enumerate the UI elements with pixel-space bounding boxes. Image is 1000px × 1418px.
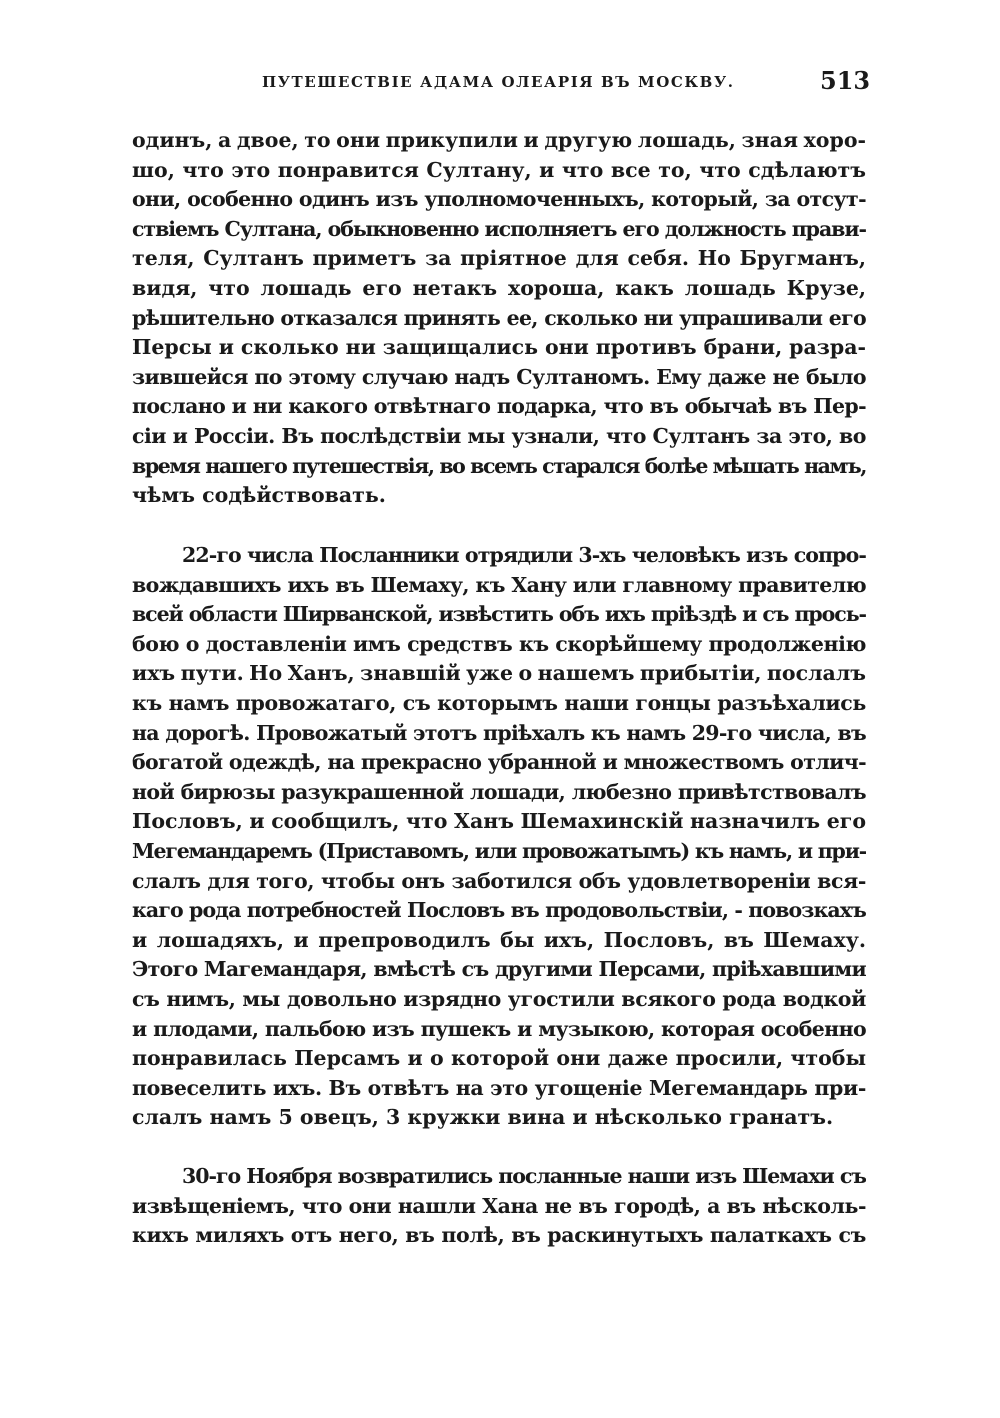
text-line: бою о доставленіи имъ средствъ къ скорѣйшему продолженію: [132, 631, 866, 656]
text-line: всей области Ширванской, извѣстить объ ихъ пріѣздѣ и съ прось-: [132, 602, 866, 627]
text-line: каго рода потребностей Пословъ въ продовольствіи, - повозкахъ: [132, 898, 866, 923]
text-line: и плодами, пальбою изъ пушекъ и музыкою, которая особенно: [132, 1016, 866, 1041]
text-line: вождавшихъ ихъ въ Шемаху, къ Хану или главному правителю: [132, 572, 866, 597]
text-line: на дорогѣ. Провожатый этотъ пріѣхалъ къ намъ 29-го числа, въ: [132, 720, 866, 745]
text-line: рѣшительно отказался принять ее, сколько ни упрашивали его: [132, 305, 866, 330]
running-title: ПУТЕШЕСТВІЕ АДАМА ОЛЕАРІЯ ВЪ МОСКВУ.: [262, 73, 735, 91]
text-line: къ намъ провожатаго, съ которымъ наши гонцы разъѣхались: [132, 690, 866, 715]
text-line: сіи и Россіи. Въ послѣдствіи мы узнали, что Султанъ за это, во: [132, 423, 866, 448]
text-line: ной бирюзы разукрашенной лошади, любезно привѣтствовалъ: [132, 779, 866, 804]
text-line: одинъ, а двое, то они прикупили и другую лошадь, зная хоро-: [132, 128, 866, 152]
text-line: Мегемандаремъ (Приставомъ, или провожатымъ) къ намъ, и при-: [132, 838, 866, 863]
text-line: кихъ миляхъ отъ него, въ полѣ, въ раскинутыхъ палаткахъ съ: [132, 1223, 866, 1248]
text-line: теля, Султанъ приметъ за пріятное для себя. Но Бругманъ,: [132, 246, 866, 271]
text-line: Пословъ, и сообщилъ, что Ханъ Шемахинскій назначилъ его: [132, 809, 866, 834]
text-line: чѣмъ содѣйствовать.: [132, 483, 386, 508]
text-line: ихъ пути. Но Ханъ, знавшій уже о нашемъ прибытіи, послалъ: [132, 661, 866, 686]
text-line: повеселить ихъ. Въ отвѣтъ на это угощеніе Мегемандарь при-: [132, 1075, 866, 1100]
text-line: и лошадяхъ, и препроводилъ бы ихъ, Пословъ, въ Шемаху.: [132, 927, 866, 952]
text-line: ствіемъ Султана, обыкновенно исполняетъ его должность прави-: [132, 216, 866, 241]
text-line: слалъ для того, чтобы онъ заботился объ удовлетвореніи вся-: [132, 868, 866, 893]
text-line: понравилась Персамъ и о которой они даже просили, чтобы: [132, 1046, 866, 1071]
text-line: Этого Магемандаря, вмѣстѣ съ другими Персами, пріѣхавшими: [132, 957, 866, 982]
text-line: богатой одеждѣ, на прекрасно убранной и множествомъ отлич-: [132, 750, 866, 775]
text-line: зившейся по этому случаю надъ Султаномъ. Ему даже не было: [132, 364, 866, 389]
text-line: видя, что лошадь его нетакъ хороша, какъ лошадь Крузе,: [132, 275, 866, 300]
text-line: время нашего путешествія, во всемъ старался болѣе мѣшать намъ,: [132, 453, 866, 478]
text-line: они, особенно одинъ изъ уполномоченныхъ, который, за отсут-: [132, 187, 866, 212]
text-line: послано и ни какого отвѣтнаго подарка, что въ обычаѣ въ Пер-: [132, 394, 866, 419]
text-line: шо, что это понравится Султану, и что все то, что сдѣлаютъ: [132, 157, 866, 182]
text-line: извѣщеніемъ, что они нашли Хана не въ городѣ, а въ нѣсколь-: [132, 1193, 866, 1218]
text-line: 22-го числа Посланники отрядили 3-хъ человѣкъ изъ сопро-: [182, 543, 866, 567]
paragraph-continuation: [132, 126, 866, 511]
paragraph-november-22: [132, 541, 866, 1133]
text-line: съ нимъ, мы довольно изрядно угостили всякого рода водкой: [132, 986, 866, 1011]
text-line: 30-го Ноября возвратились посланные наши изъ Шемахи съ: [182, 1164, 866, 1188]
paragraph-november-30: [132, 1162, 866, 1251]
text-line: Персы и сколько ни защищались они противъ брани, разра-: [132, 335, 866, 360]
page-number: 513: [820, 66, 871, 95]
text-line: слалъ намъ 5 овецъ, 3 кружки вина и нѣсколько гранатъ.: [132, 1105, 834, 1130]
